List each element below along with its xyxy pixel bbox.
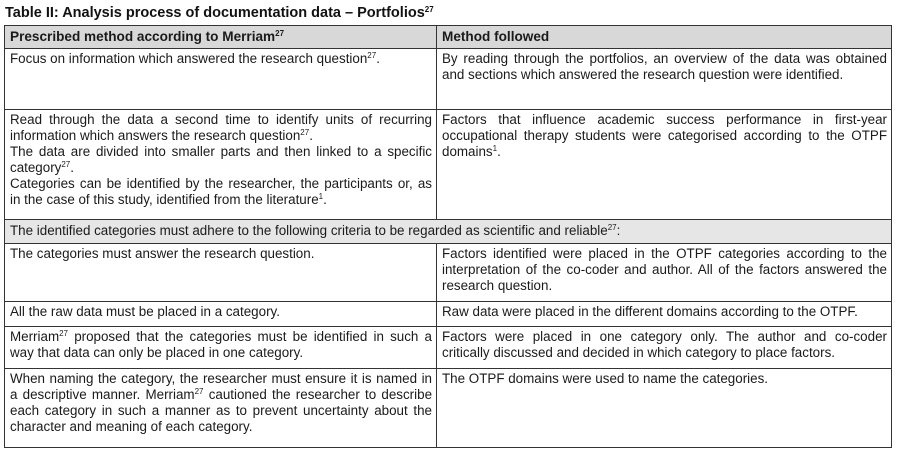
criteria-span-row (5, 220, 892, 244)
cell-text: Factors that influence academic success performance in first-year occupational therapy students were categorised according to the OTPF domains (442, 112, 887, 159)
cell-punct: . (497, 144, 501, 159)
cell-ref: 27 (607, 223, 617, 232)
table-row (5, 49, 892, 110)
cell-ref: 1 (492, 144, 498, 153)
cell-text: By reading through the portfolios, an overview of the data was obtained and sections which answered the research question were identified. (442, 51, 887, 82)
cell-punct: . (323, 192, 327, 207)
cell-ref: 27 (194, 387, 204, 396)
cell-text: When naming the category, the researcher must ensure it is named in a descriptive manner. Merriam (10, 371, 432, 402)
analysis-table (4, 25, 892, 448)
cell-line (10, 112, 432, 144)
cell-ref: 27 (367, 51, 377, 60)
cell-punct: . (70, 160, 74, 175)
cell-text: cautioned the researcher to describe each category in such a manner as to prevent uncertainty about the character and meaning of each category. (10, 387, 433, 434)
header-prescribed-method (5, 26, 437, 49)
header-col1-text: Prescribed method according to Merriam (10, 29, 276, 44)
header-method-followed: Method followed (437, 26, 892, 49)
table-row (5, 369, 892, 448)
cell-text: Categories can be identified by the researcher, the participants or, as in the case of this study, identified from the literature (10, 176, 432, 207)
cell-ref: 1 (318, 192, 324, 201)
table-row (5, 110, 892, 220)
caption-text: Table II: Analysis process of documentation data – Portfolios (5, 5, 425, 21)
caption-ref: 27 (424, 5, 434, 14)
cell-prescribed: All the raw data must be placed in a category. (5, 302, 437, 327)
cell-prescribed (5, 369, 437, 448)
cell-followed: Raw data were placed in the different domains according to the OTPF. (437, 302, 892, 327)
cell-ref: 27 (61, 160, 71, 169)
cell-text: Read through the data a second time to identify units of recurring information which answers the research question (10, 112, 432, 143)
cell-text: Merriam (10, 329, 60, 344)
table-caption (5, 4, 897, 22)
cell-prescribed: The categories must answer the research question. (5, 244, 437, 302)
cell-punct: . (376, 51, 380, 66)
cell-prescribed (5, 49, 437, 110)
cell-punct: . (309, 128, 313, 143)
cell-followed (437, 110, 892, 220)
header-row (5, 26, 892, 49)
cell-prescribed (5, 327, 437, 369)
cell-line (10, 144, 432, 176)
cell-text: The data are divided into smaller parts and then linked to a specific category (10, 144, 432, 175)
cell-prescribed (5, 110, 437, 220)
cell-ref: 27 (59, 329, 69, 338)
cell-followed: Factors were placed in one category only. The author and co-coder critically discussed and decided in which category to place factors. (437, 327, 892, 369)
cell-ref: 27 (300, 128, 310, 137)
cell-followed (437, 49, 892, 110)
cell-text: proposed that the categories must be identified in such a way that data can only be placed in one category. (10, 329, 432, 360)
header-col1-ref: 27 (275, 29, 285, 38)
table-row (5, 302, 892, 327)
cell-followed: The OTPF domains were used to name the categories. (437, 369, 892, 448)
cell-followed: Factors identified were placed in the OTPF categories according to the interpretation of the co-coder and author. All of the factors answered the research question. (437, 244, 892, 302)
cell-text: The identified categories must adhere to the following criteria to be regarded as scientific and reliable (10, 223, 608, 238)
cell-text: Focus on information which answered the research question (10, 51, 368, 66)
cell-criteria-heading (5, 220, 892, 244)
cell-line (10, 176, 432, 208)
table-row (5, 244, 892, 302)
table-row (5, 327, 892, 369)
cell-punct: : (616, 223, 621, 238)
